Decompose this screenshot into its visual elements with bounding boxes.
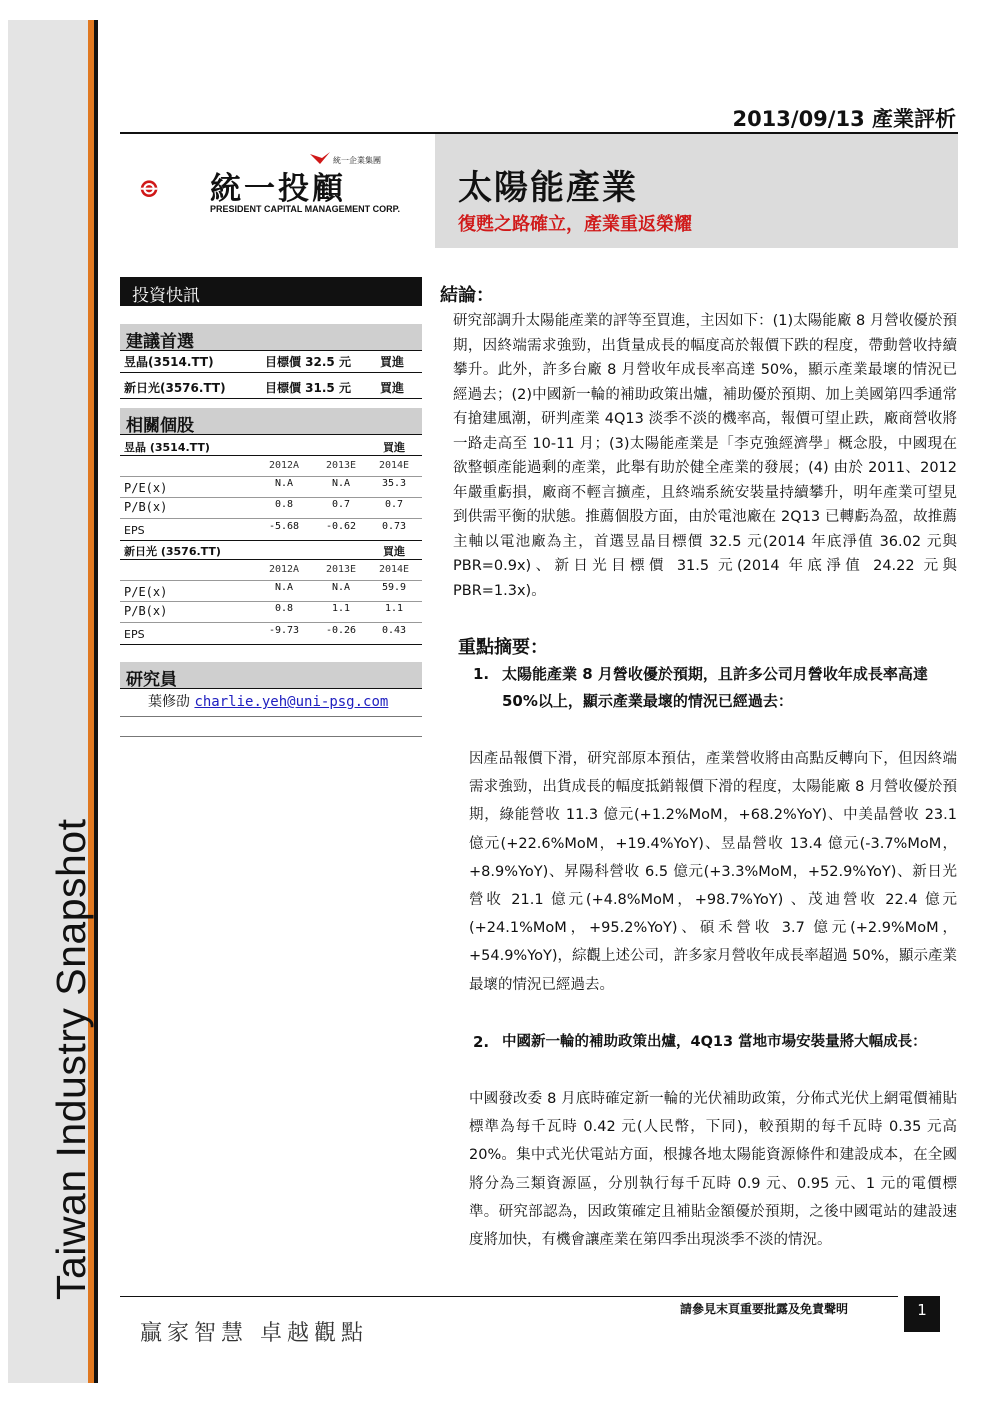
item-heading: 太陽能產業 8 月營收優於預期，且許多公司月營收年成長率高達 50%以上，顯示產業最壞的情況已經過去： [502, 665, 928, 710]
item-body: 中國發改委 8 月底時確定新一輪的光伏補助政策，分佈式光伏上網電價補貼標準為每千瓦時 0.42 元(人民幣，下同)，較預期的每千瓦時 0.35 元高 20%。集中式光伏電站方面，根據各地太陽能資源條件和建設成本，在全國將分為三類資源區，分別執行每千瓦時 0.9 元、0.95 元、1 元的電價標準。研究部認為，因政策確定且補貼金額優於預期，之後中國電站的建設速度將加快，有機會讓產業在第四季出現淡季不淡的情況。 [469, 1091, 957, 1249]
metric-value: 0.43 [381, 625, 407, 636]
disclaimer-note: 請參見末頁重要批露及免責聲明 [680, 1302, 849, 1316]
logo-chinese-name: 統一投顧 [210, 171, 346, 207]
metric-value: -9.73 [268, 625, 300, 636]
pick-name: 昱晶(3514.TT) [124, 355, 214, 369]
report-subtitle: 復甦之路確立，產業重返榮耀 [458, 214, 692, 235]
footer-slogan: 贏家智慧 卓越觀點 [140, 1321, 368, 1346]
metric-label: P/B(x) [124, 500, 168, 514]
metric-value: N.A [331, 582, 351, 593]
metric-value: N.A [274, 582, 294, 593]
row-divider [120, 497, 422, 498]
row-divider [120, 540, 422, 541]
stock-rating: 買進 [383, 545, 405, 558]
pick-rating: 買進 [380, 355, 405, 369]
footer-divider [120, 1296, 898, 1297]
metric-label: P/B(x) [124, 604, 168, 618]
year-header: 2012A [268, 460, 300, 471]
pick-target: 目標價 31.5 元 [265, 381, 351, 395]
report-date: 2013/09/13 [732, 107, 865, 131]
metric-label: P/E(x) [124, 585, 168, 599]
page-number: 1 [904, 1296, 940, 1332]
stock-name: 新日光 (3576.TT) [124, 545, 221, 558]
metric-value: -5.68 [268, 521, 300, 532]
company-logo-icon [140, 155, 210, 225]
pick-rating: 買進 [380, 381, 405, 395]
metric-label: EPS [124, 524, 145, 537]
metric-value: 59.9 [381, 582, 407, 593]
row-divider [120, 644, 422, 645]
metric-value: 1.1 [331, 603, 351, 614]
row-divider [120, 518, 422, 519]
conclusion-paragraph: 研究部調升太陽能產業的評等至買進，主因如下：(1)太陽能廠 8 月營收優於預期，因終端需求強勁，出貨量成長的幅度高於報價下跌的程度，帶動營收持續攀升。此外，許多台廠 8 月營收年成長率高達 50%，顯示產業最壞的情況已經過去；(2)中國新一輪的補助政策出爐，補助優於預期、加上美國第四季通常有搶建風潮，研判產業 4Q13 淡季不淡的機率高，報價可望止跌，廠商營收將一路走高至 10-11 月；(3)太陽能產業是「李克強經濟學」概念股，中國現在欲整頓產能過剩的產業，此舉有助於健全產業的發展；(4) 由於 2011、2012 年嚴重虧損，廠商不輕言擴產，且終端系統安裝量持續攀升，明年產業可望見到供需平衡的狀態。推薦個股方面，由於電池廠在 2Q13 已轉虧為盈，故推薦主軸以電池廠為主，首選昱晶目標價 32.5 元(2014 年底淨值 36.02 元與 PBR=0.9x)、新日光目標價 31.5 元(2014 年底淨值 24.22 元與 PBR=1.3x)。 [453, 313, 957, 599]
item-number: 1. [473, 665, 490, 683]
analyst-info [148, 691, 388, 711]
row-divider [120, 398, 422, 399]
summary-label: 重點摘要： [458, 637, 548, 658]
metric-value: N.A [331, 478, 351, 489]
row-divider [120, 736, 422, 737]
row-divider [120, 622, 422, 623]
year-header: 2013E [325, 460, 357, 471]
analyst-email-link[interactable]: charlie.yeh@uni-psg.com [194, 694, 389, 710]
row-divider [120, 580, 422, 581]
report-title: 太陽能產業 [458, 168, 638, 208]
item-body: 因產品報價下滑，研究部原本預估，產業營收將由高點反轉向下，但因終端需求強勁，出貨成長的幅度抵銷報價下滑的程度，太陽能廠 8 月營收優於預期，綠能營收 11.3 億元(+1.2%MoM，+68.2%YoY)、中美晶營收 23.1 億元(+22.6%MoM，+19.4%YoY)、昱晶營收 13.4 億元(-3.7%MoM，+8.9%YoY)、昇陽科營收 6.5 億元(+3.3%MoM，+52.9%YoY)、新日光營收 21.1 億元(+4.8%MoM，+98.7%YoY) 、茂迪營收 22.4 億元(+24.1%MoM，+95.2%YoY)、碩禾營收 3.7 億元(+2.9%MoM，+54.9%YoY)，綜觀上述公司，許多家月營收年成長率超過 50%，顯示產業最壞的情況已經過去。 [469, 751, 957, 993]
stock-rating: 買進 [383, 441, 405, 454]
top-picks-header: 建議首選 [120, 324, 422, 351]
item-heading: 中國新一輪的補助政策出爐，4Q13 當地市場安裝量將大幅成長： [502, 1034, 927, 1050]
year-header: 2014E [378, 460, 410, 471]
metric-value: 0.7 [331, 499, 351, 510]
metric-value: 0.7 [384, 499, 404, 510]
row-divider [120, 455, 422, 456]
quick-news-header: 投資快訊 [120, 277, 422, 306]
logo-group-name: 統一企業集團 [333, 156, 381, 165]
year-header: 2012A [268, 564, 300, 575]
metric-value: N.A [274, 478, 294, 489]
metric-value: 0.8 [274, 603, 294, 614]
row-divider [120, 601, 422, 602]
row-divider [120, 372, 422, 373]
analyst-header: 研究員 [120, 662, 422, 689]
conclusion-label: 結論： [440, 285, 494, 306]
metric-value: -0.26 [325, 625, 357, 636]
stock-name: 昱晶 (3514.TT) [124, 441, 210, 454]
metric-label: P/E(x) [124, 481, 168, 495]
year-header: 2013E [325, 564, 357, 575]
metric-value: 0.8 [274, 499, 294, 510]
pick-name: 新日光(3576.TT) [124, 381, 226, 395]
pick-target: 目標價 32.5 元 [265, 355, 351, 369]
metric-value: 1.1 [384, 603, 404, 614]
row-divider [120, 716, 422, 717]
row-divider [120, 476, 422, 477]
row-divider [120, 559, 422, 560]
item-number: 2. [473, 1033, 490, 1051]
metric-value: 0.73 [381, 521, 407, 532]
metric-value: -0.62 [325, 521, 357, 532]
metric-label: EPS [124, 628, 145, 641]
related-stocks-header: 相關個股 [120, 408, 422, 435]
logo-english-name: PRESIDENT CAPITAL MANAGEMENT CORP. [210, 204, 401, 214]
year-header: 2014E [378, 564, 410, 575]
metric-value: 35.3 [381, 478, 407, 489]
report-date-line [700, 103, 956, 133]
report-type: 產業評析 [872, 107, 956, 131]
analyst-name: 葉修劭 [148, 694, 190, 710]
sidebar-label: Taiwan Industry Snapshot [48, 818, 94, 1300]
